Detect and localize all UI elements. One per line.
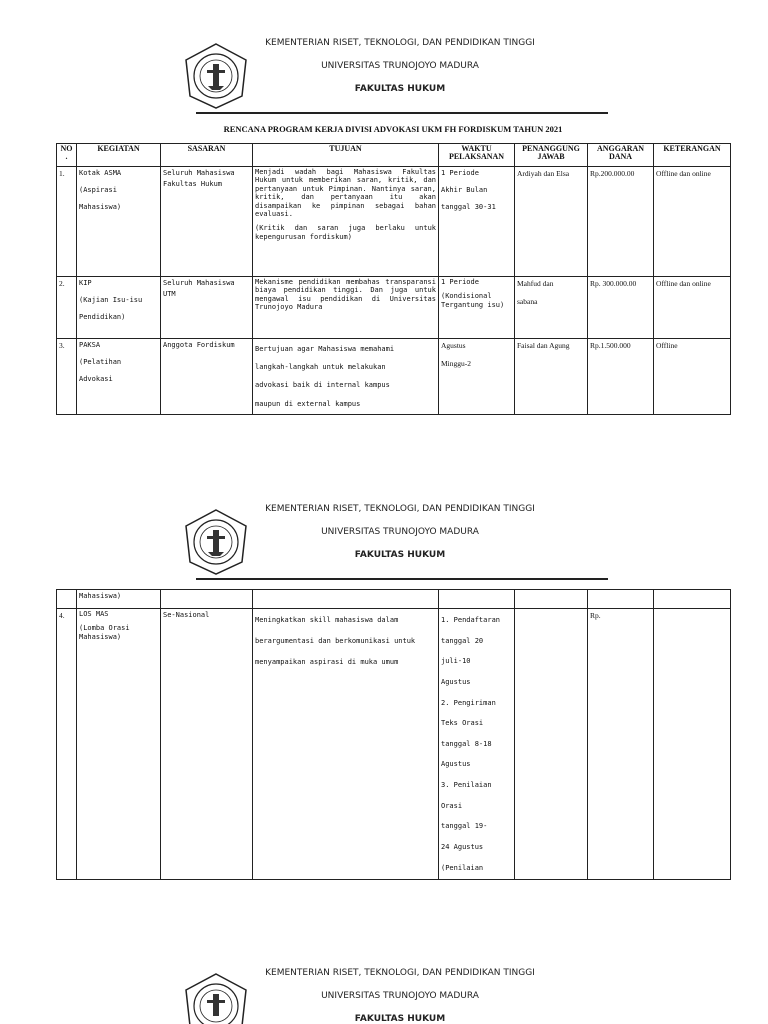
col-header-kegiatan: KEGIATAN [77, 144, 161, 167]
header-rule [196, 112, 608, 114]
row-kegiatan: PAKSA (Pelatihan Advokasi [77, 339, 161, 415]
row-no: 3. [57, 339, 77, 415]
row-waktu: 1 Periode Akhir Bulan tanggal 30-31 [439, 167, 515, 277]
col-header-keterangan: KETERANGAN [654, 144, 731, 167]
university-seal-logo [180, 40, 252, 112]
header-university: UNIVERSITAS TRUNOJOYO MADURA [321, 991, 479, 1001]
row-no: 4. [57, 609, 77, 880]
table-row [57, 590, 731, 609]
page-1 [0, 0, 768, 440]
work-program-table-continued [56, 589, 731, 880]
table-header-row [57, 144, 731, 167]
col-header-tujuan: TUJUAN [253, 144, 439, 167]
table-row [57, 609, 731, 880]
row-tujuan: Bertujuan agar Mahasiswa memahami langkah-langkah untuk melakukan advokasi baik di internal kampus maupun di external kampus [253, 339, 439, 415]
col-header-sasaran: SASARAN [161, 144, 253, 167]
row-waktu: 1. Pendaftaran tanggal 20 juli-10 Agustus 2. Pengiriman Teks Orasi tanggal 8-18 Agustus 3. Penilaian Orasi tanggal 19- 24 Agustus (Penilaian [439, 609, 515, 880]
header-university: UNIVERSITAS TRUNOJOYO MADURA [321, 527, 479, 537]
row-kegiatan: LOS MAS (Lomba Orasi Mahasiswa) [77, 609, 161, 880]
row-kegiatan: Mahasiswa) [77, 590, 161, 609]
row-penanggung-jawab: Faisal dan Agung [515, 339, 588, 415]
work-program-table [56, 143, 731, 415]
col-header-waktu: WAKTU PELAKSANAN [439, 144, 515, 167]
table-row [57, 277, 731, 339]
header-faculty: FAKULTAS HUKUM [354, 550, 446, 560]
row-kegiatan: Kotak ASMA (Aspirasi Mahasiswa) [77, 167, 161, 277]
row-waktu: Agustus Minggu-2 [439, 339, 515, 415]
row-penanggung-jawab: Ardiyah dan Elsa [515, 167, 588, 277]
university-seal-logo [180, 506, 252, 578]
header-university: UNIVERSITAS TRUNOJOYO MADURA [321, 61, 479, 71]
row-no: 2. [57, 277, 77, 339]
header-ministry: KEMENTERIAN RISET, TEKNOLOGI, DAN PENDIDIKAN TINGGI [265, 968, 535, 978]
row-penanggung-jawab: Mahfud dan sabana [515, 277, 588, 339]
row-sasaran: Seluruh Mahasiswa UTM [161, 277, 253, 339]
header-faculty: FAKULTAS HUKUM [354, 84, 446, 94]
row-sasaran: Se-Nasional [161, 609, 253, 880]
row-waktu: 1 Periode (Kondisional Tergantung isu) [439, 277, 515, 339]
row-sasaran: Anggota Fordiskum [161, 339, 253, 415]
row-tujuan: Mekanisme pendidikan membahas transparansi biaya pendidikan tinggi. Dan juga untuk mengawal isu pendidikan di Universitas Trunojoyo Madura [253, 277, 439, 339]
table-row [57, 339, 731, 415]
header-ministry: KEMENTERIAN RISET, TEKNOLOGI, DAN PENDIDIKAN TINGGI [265, 504, 535, 514]
row-tujuan: Meningkatkan skill mahasiswa dalam berargumentasi dan berkomunikasi untuk menyampaikan aspirasi di muka umum [253, 609, 439, 880]
row-keterangan: Offline [654, 339, 731, 415]
header-rule [196, 578, 608, 580]
row-keterangan: Offline dan online [654, 277, 731, 339]
table-row [57, 167, 731, 277]
row-anggaran: Rp.200.000.00 [588, 167, 654, 277]
col-header-anggaran: ANGGARAN DANA [588, 144, 654, 167]
row-no: 1. [57, 167, 77, 277]
page-3 [0, 930, 768, 1024]
row-sasaran: Seluruh Mahasiswa Fakultas Hukum [161, 167, 253, 277]
document-title: RENCANA PROGRAM KERJA DIVISI ADVOKASI UKM FH FORDISKUM TAHUN 2021 [223, 124, 563, 134]
row-anggaran: Rp. [588, 609, 654, 880]
row-keterangan: Offline dan online [654, 167, 731, 277]
col-header-penanggung-jawab: PENANGGUNG JAWAB [515, 144, 588, 167]
header-faculty: FAKULTAS HUKUM [354, 1014, 446, 1024]
row-kegiatan: KIP (Kajian Isu-isu Pendidikan) [77, 277, 161, 339]
row-anggaran: Rp. 300.000.00 [588, 277, 654, 339]
row-tujuan: Menjadi wadah bagi Mahasiswa Fakultas Hukum untuk memberikan saran, kritik, dan pertanyaan untuk Pimpinan. Nantinya saran, kritik, dan pertanyaan itu akan disampaikan ke pimpinan sebagai bahan evaluasi. (Kritik dan saran juga berlaku untuk kepengurusan fordiskum) [253, 167, 439, 277]
header-ministry: KEMENTERIAN RISET, TEKNOLOGI, DAN PENDIDIKAN TINGGI [265, 38, 535, 48]
row-anggaran: Rp.1.500.000 [588, 339, 654, 415]
col-header-no: NO . [57, 144, 77, 167]
page-2 [0, 466, 768, 896]
